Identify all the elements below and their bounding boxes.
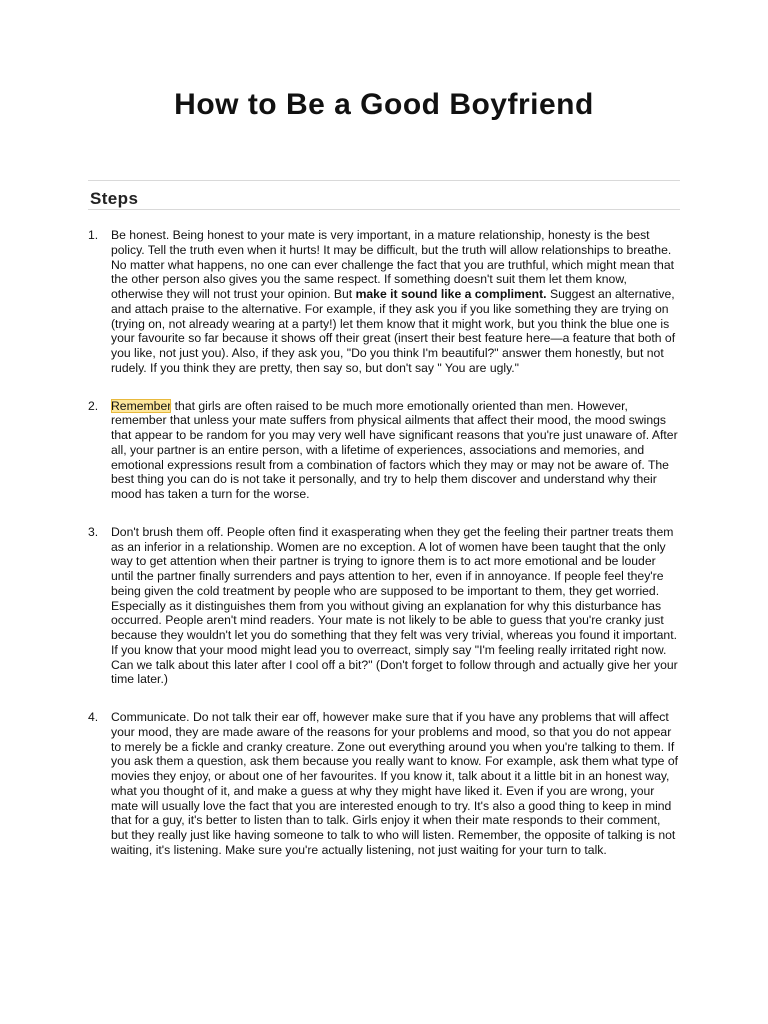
step-text (111, 710, 680, 858)
step-number: 2. (88, 398, 99, 413)
step-number: 1. (88, 228, 99, 242)
step-bold-phrase: make it sound like a compliment. (355, 287, 547, 301)
step-number: 3. (88, 524, 99, 539)
highlighted-word[interactable]: Remember (111, 398, 172, 413)
step-text (111, 399, 680, 502)
step-item (88, 710, 680, 858)
step-item (88, 228, 680, 376)
step-number: 4. (88, 710, 99, 724)
step-text-segment: Don't brush them off. People often find it exasperating when they get the feeling their partner treats them as an inferior in a relationship. Women are no exception. A lot of women have been taught that the only way to get attention when their partner is trying to ignore them is to act more emotional and be louder until the partner finally surrenders and pays attention to her, even if in annoyance. If people feel they're being given the cold treatment by people who are supposed to be important to them, they get worried. Especially as it distinguishes them from you without giving an explanation for why this disturbance has occurred. People aren't mind readers. Your mate is not likely to be able to guess that you're cranky just because they wouldn't let you do something that they felt was very trivial, whereas you found it important. If you know that your mood might lead you to overreact, simply say "I'm feeling really irritated right now. Can we talk about this later after I cool off a bit?" (Don't forget to follow through and actually give her your time later.) (111, 524, 678, 687)
step-text (111, 525, 680, 687)
step-item (88, 525, 680, 687)
steps-list (88, 228, 680, 858)
section-heading: Steps (90, 189, 139, 208)
step-item (88, 399, 680, 502)
section-divider-bottom (88, 209, 680, 210)
page-title: How to Be a Good Boyfriend (174, 88, 594, 121)
step-text-segment: Be honest. Being honest to your mate is very important, in a mature relationship, honesty is the best policy. Tell the truth even when it hurts! It may be difficult, but the truth will allow relationships to breathe. No matter what happens, no one can ever challenge the fact that you are truthful, which might mean that the other person also gives you the same respect. If something doesn't suit them let them know, otherwise they will not trust your opinion. But (111, 228, 674, 301)
step-text-segment: Communicate. Do not talk their ear off, however make sure that if you have any problems that will affect your mood, they are made aware of the reasons for your problems and mood, so that you do not appear to merely be a fickle and cranky creature. Zone out everything around you when you're talking to them. If you ask them a question, ask them because you really want to know. For example, ask them what type of movies they enjoy, or about one of her favourites. If you know it, talk about it a little bit in an honest way, what you thought of it, and make a guess at why they might have liked it. Even if you are wrong, your mate will usually love the fact that you are interested enough to try. It's also a good thing to keep in mind that for a guy, it's better to listen than to talk. Girls enjoy it when their mate responds to their comment, but they really just like having someone to talk to who will listen. Remember, the opposite of talking is not waiting, it's listening. Make sure you're actually listening, not just waiting for your turn to talk. (111, 710, 679, 857)
step-text (111, 228, 680, 376)
step-text-segment: that girls are often raised to be much more emotionally oriented than men. However, remember that unless your mate suffers from physical ailments that affect their mood, the mood swings that appear to be random for you may very well have significant reasons that you're just unaware of. After all, your partner is an entire person, with a lifetime of experiences, associations and memories, and emotional expressions result from a combination of factors which they may or may not be aware of. The best thing you can do is not take it personally, and try to help them discover and understand why their mood has taken a turn for the worse. (111, 398, 678, 501)
section-divider-top (88, 180, 680, 181)
step-text-segment: Suggest an alternative, and attach praise to the alternative. For example, if they ask you if you like something they are trying on (trying on, not already wearing at a party!) let them know that it might work, but you think the blue one is your favourite so far because it shows off their great (insert their best feature here—a feature that both of you like, not just you). Also, if they ask you, "Do you think I'm beautiful?" answer them honestly, but not rudely. If you think they are pretty, then say so, but don't say " You are ugly." (111, 287, 676, 375)
